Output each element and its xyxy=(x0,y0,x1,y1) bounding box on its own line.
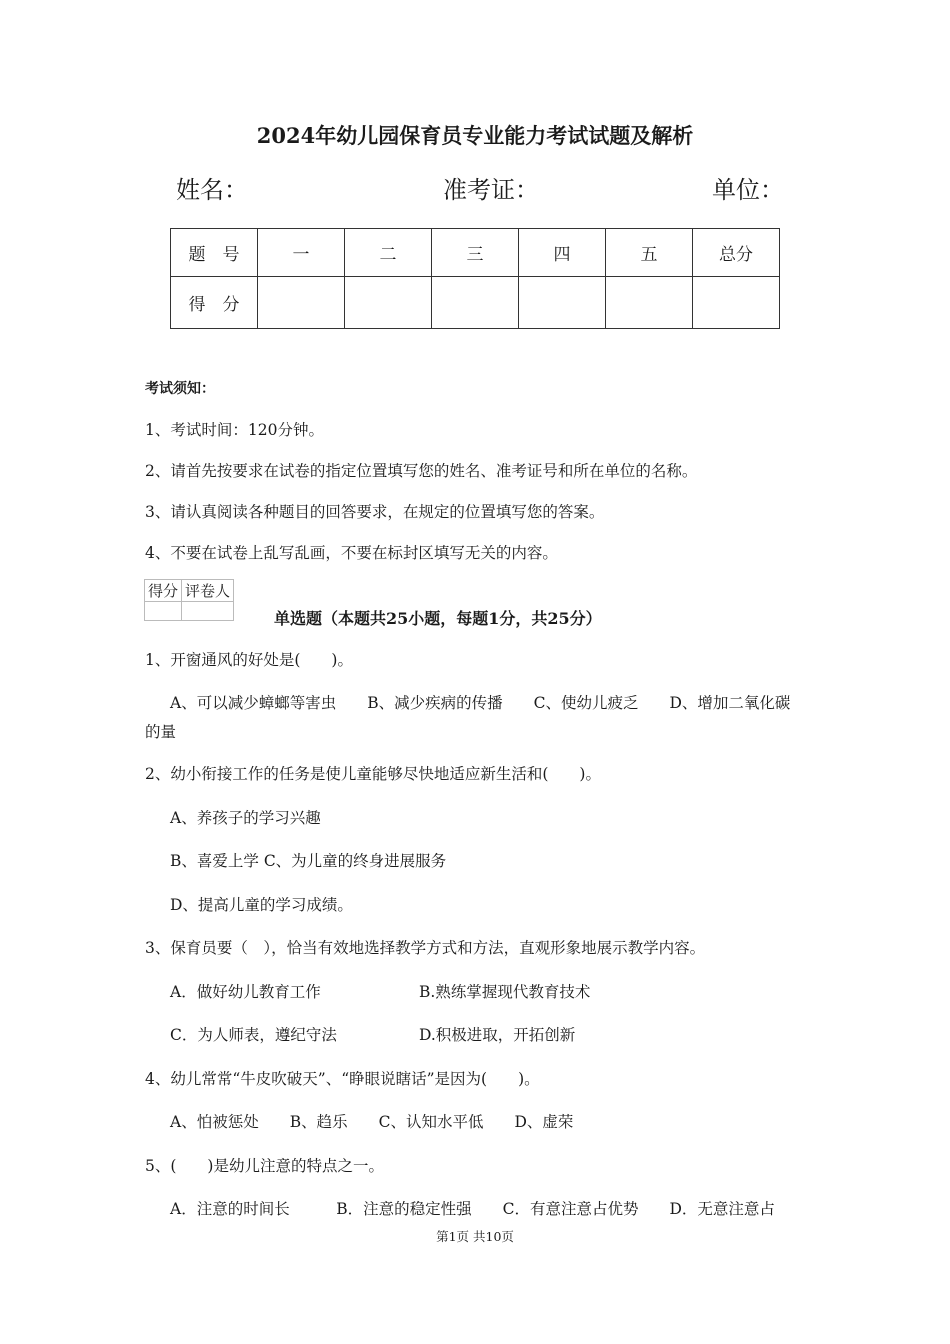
notice-item: 2、请首先按要求在试卷的指定位置填写您的姓名、准考证号和所在单位的名称。 xyxy=(145,462,698,480)
question-options: A、怕被惩处 B、趋乐 C、认知水平低 D、虚荣 xyxy=(170,1113,574,1131)
question-option: B.熟练掌握现代教育技术 xyxy=(419,983,591,1001)
score-row-label: 得 分 xyxy=(171,277,258,329)
question-options: A、可以减少蟑螂等害虫 B、减少疾病的传播 C、使幼儿疲乏 D、增加二氧化碳 xyxy=(170,694,791,712)
question-option: D.积极进取，开拓创新 xyxy=(419,1026,576,1044)
question-stem: 3、保育员要（ ），恰当有效地选择教学方式和方法，直观形象地展示教学内容。 xyxy=(145,939,706,957)
score-cell xyxy=(432,277,519,329)
grader-box xyxy=(144,579,234,621)
score-header-cell: 五 xyxy=(606,229,693,277)
score-cell xyxy=(345,277,432,329)
question-stem: 4、幼儿常常“牛皮吹破天”、“睁眼说瞎话”是因为( )。 xyxy=(145,1070,540,1088)
exam-no-label: 准考证： xyxy=(443,176,539,204)
grader-reviewer-label: 评卷人 xyxy=(182,580,234,602)
score-cell xyxy=(693,277,780,329)
score-header-cell: 三 xyxy=(432,229,519,277)
question-stem: 1、开窗通风的好处是( )。 xyxy=(145,651,353,669)
score-header-cell: 题 号 xyxy=(171,229,258,277)
grader-reviewer-cell xyxy=(182,602,234,621)
notice-heading: 考试须知： xyxy=(145,381,215,397)
question-stem: 2、幼小衔接工作的任务是使儿童能够尽快地适应新生活和( )。 xyxy=(145,765,601,783)
notice-item: 4、不要在试卷上乱写乱画，不要在标封区填写无关的内容。 xyxy=(145,544,558,562)
score-cell xyxy=(606,277,693,329)
page-title: 2024年幼儿园保育员专业能力考试试题及解析 xyxy=(256,123,694,148)
question-option: B、喜爱上学 C、为儿童的终身进展服务 xyxy=(170,852,447,870)
score-cell xyxy=(258,277,345,329)
notice-item: 1、考试时间：120分钟。 xyxy=(145,421,324,439)
grader-score-label: 得分 xyxy=(145,580,182,602)
unit-label: 单位： xyxy=(712,176,784,204)
score-cell xyxy=(519,277,606,329)
name-label: 姓名： xyxy=(176,176,248,204)
score-header-cell: 四 xyxy=(519,229,606,277)
section-title: 单选题（本题共25小题，每题1分，共25分） xyxy=(274,609,602,628)
question-options: A．注意的时间长 B．注意的稳定性强 C．有意注意占优势 D．无意注意占 xyxy=(170,1200,775,1218)
grader-score-cell xyxy=(145,602,182,621)
question-option: D、提高儿童的学习成绩。 xyxy=(170,896,353,914)
question-options: 的量 xyxy=(145,723,177,741)
question-option: A．做好幼儿教育工作 xyxy=(170,983,321,1001)
score-table xyxy=(170,228,780,329)
score-header-cell: 二 xyxy=(345,229,432,277)
page-footer: 第1页 共10页 xyxy=(436,1229,514,1244)
question-option: A、养孩子的学习兴趣 xyxy=(170,809,321,827)
question-stem: 5、( )是幼儿注意的特点之一。 xyxy=(145,1157,384,1175)
question-option: C．为人师表，遵纪守法 xyxy=(170,1026,337,1044)
score-header-cell: 一 xyxy=(258,229,345,277)
notice-item: 3、请认真阅读各种题目的回答要求，在规定的位置填写您的答案。 xyxy=(145,503,605,521)
score-header-cell: 总分 xyxy=(693,229,780,277)
